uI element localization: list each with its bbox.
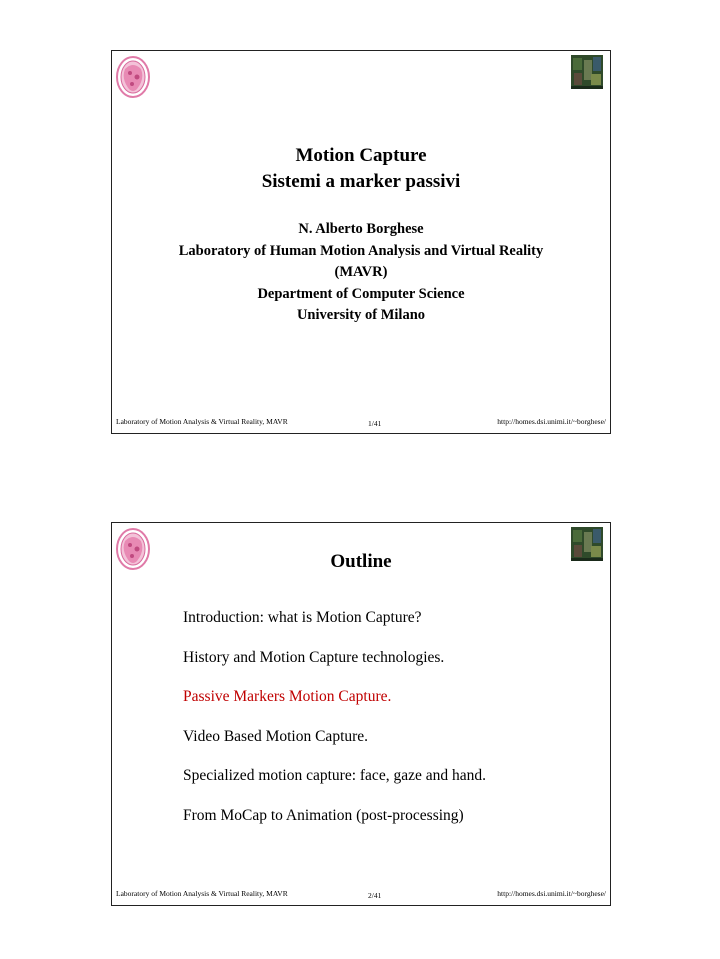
motion-capture-thumbnail-icon bbox=[571, 55, 603, 89]
author-block bbox=[112, 219, 610, 327]
outline-item: History and Motion Capture technologies. bbox=[183, 648, 445, 666]
outline-list bbox=[183, 609, 486, 846]
lab-name: Laboratory of Human Motion Analysis and Virtual Reality bbox=[178, 242, 544, 259]
author-name: N. Alberto Borghese bbox=[298, 221, 424, 237]
slide-title: Outline bbox=[330, 551, 392, 572]
footer-lab: Laboratory of Motion Analysis & Virtual Reality, MAVR bbox=[116, 889, 288, 898]
slide-2 bbox=[111, 522, 611, 906]
outline-item: From MoCap to Animation (post-processing) bbox=[183, 806, 464, 824]
title-line: Motion Capture bbox=[295, 145, 427, 166]
footer-url[interactable]: http://homes.dsi.unimi.it/~borghese/ bbox=[497, 417, 606, 426]
university-seal-icon bbox=[115, 55, 151, 99]
slide-title bbox=[112, 143, 610, 195]
outline-item: Video Based Motion Capture. bbox=[183, 727, 369, 745]
page-number: 2/41 bbox=[368, 891, 382, 900]
subtitle-line: Sistemi a marker passivi bbox=[261, 171, 461, 192]
slide-footer bbox=[116, 416, 606, 428]
page-number: 1/41 bbox=[368, 419, 382, 428]
slide-footer bbox=[116, 888, 606, 900]
lab-acronym: (MAVR) bbox=[334, 264, 388, 280]
slide-1 bbox=[111, 50, 611, 434]
outline-item: Introduction: what is Motion Capture? bbox=[183, 609, 422, 626]
university-name: University of Milano bbox=[296, 307, 426, 323]
footer-url[interactable]: http://homes.dsi.unimi.it/~borghese/ bbox=[497, 889, 606, 898]
outline-item: Specialized motion capture: face, gaze and hand. bbox=[183, 767, 486, 784]
outline-item-current: Passive Markers Motion Capture. bbox=[183, 688, 392, 705]
department-name: Department of Computer Science bbox=[257, 285, 465, 302]
footer-lab: Laboratory of Motion Analysis & Virtual Reality, MAVR bbox=[116, 417, 288, 426]
